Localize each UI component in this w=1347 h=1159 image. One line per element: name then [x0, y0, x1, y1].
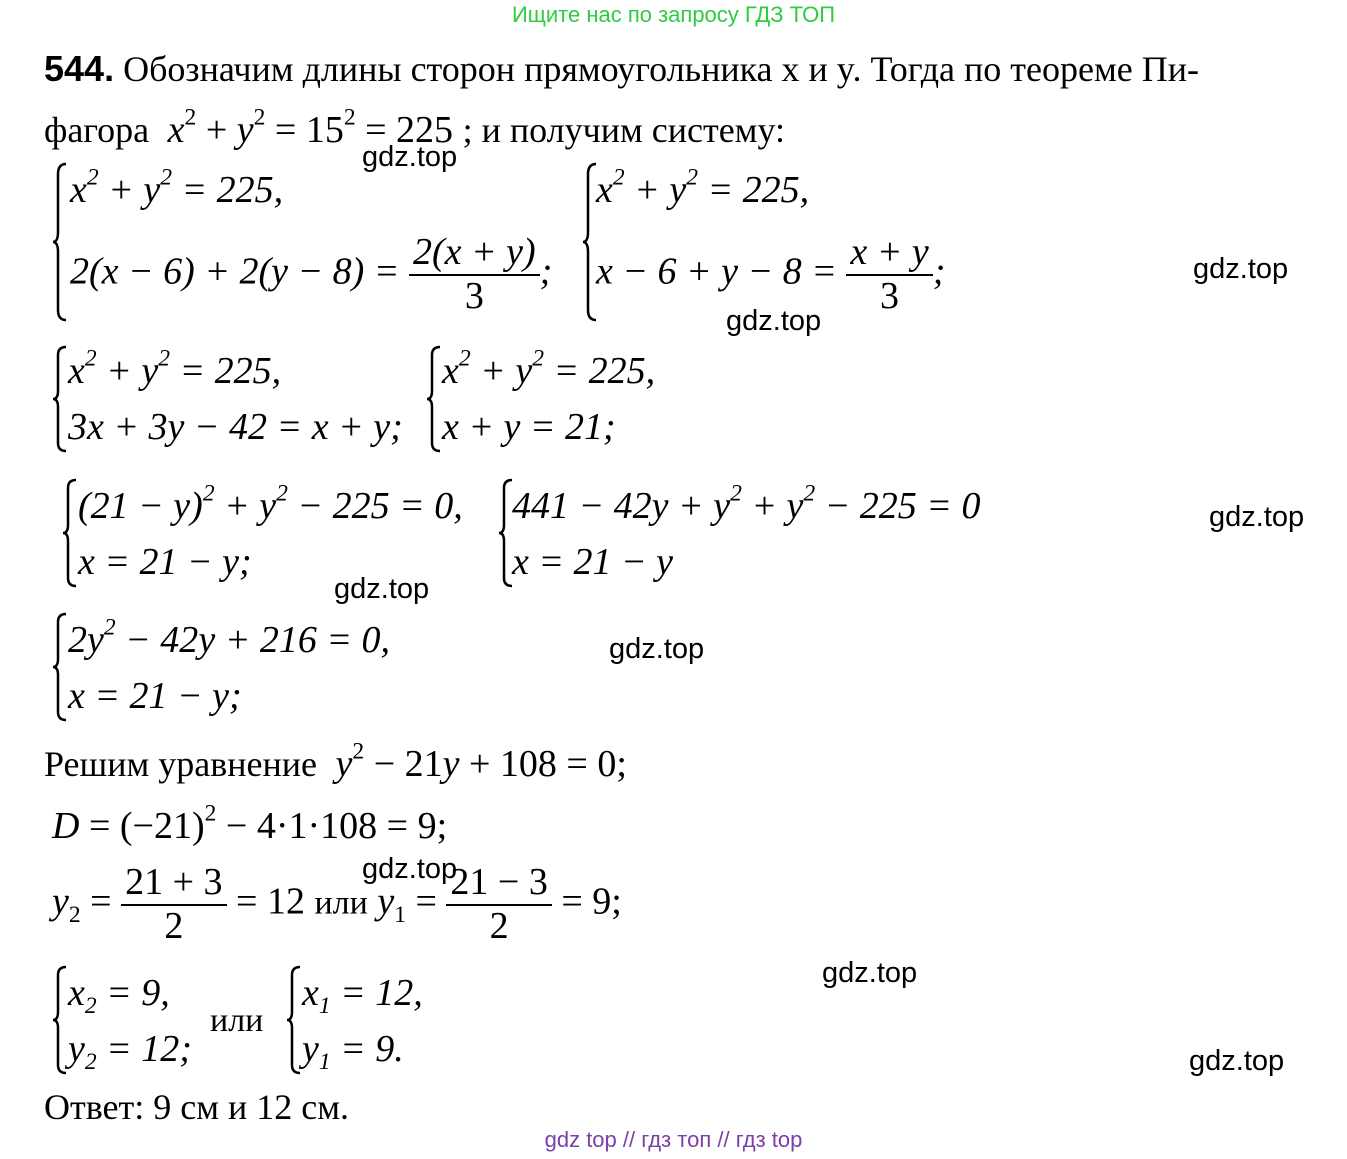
equation: $x^2 + y^2 = 225$,	[442, 345, 656, 392]
or-word: или	[314, 884, 368, 922]
problem-number: 544.	[44, 48, 115, 89]
equation: $(21 - y)^2 + y^2 - 225 = 0$,	[78, 480, 463, 527]
equation: $441 - 42y + y^2 + y^2 - 225 = 0$	[512, 480, 981, 527]
system-final-2	[286, 965, 446, 1075]
quadratic-equation: $y^2 - 21y + 108 = 0$;	[326, 738, 627, 785]
roots-line: $y_2$ = $\frac{21 + 3}{2}$ = 12 или $y_1$ = $\frac{21 - 3}{2}$ = 9;	[52, 861, 622, 947]
system-3b	[498, 478, 998, 588]
solve-label: Решим уравнение	[44, 744, 318, 784]
equation: x − 6 + y − 8 = $\frac{x + y}{3}$ ;	[596, 231, 946, 317]
equation: $2y^2 - 42y + 216 = 0$,	[68, 614, 390, 661]
discriminant: $D = (-21)^2 - 4\cdot 1\cdot 108 = 9$;	[52, 800, 448, 847]
watermark: gdz.top	[1189, 1045, 1285, 1077]
brace-icon	[286, 965, 302, 1075]
intro-prefix: фагора	[44, 110, 150, 150]
equation: $y_2 = 12$;	[68, 1028, 192, 1076]
or-word: или	[210, 1002, 264, 1039]
brace-icon	[52, 965, 68, 1075]
equation: $x^2 + y^2 = 225$,	[70, 164, 284, 211]
equation: $x^2 + y^2 = 225$,	[68, 345, 282, 392]
watermark: gdz.top	[362, 141, 458, 173]
watermark: gdz.top	[726, 305, 822, 337]
brace-icon	[52, 162, 68, 322]
brace-icon	[62, 478, 78, 588]
equation: x = 21 − y;	[78, 541, 252, 583]
equation: x = 21 − y;	[68, 675, 242, 717]
site-footer[interactable]: gdz top // гдз топ // гдз top	[544, 1127, 803, 1152]
equation: $x_1 = 12$,	[302, 972, 423, 1020]
watermark: gdz.top	[1209, 501, 1305, 533]
system-1a	[52, 162, 572, 322]
watermark: gdz.top	[609, 633, 705, 665]
pythagoras-equation: $x^2 + y^2 = 15^2 = 225$	[158, 104, 454, 151]
brace-icon	[426, 345, 442, 453]
system-3a	[62, 478, 482, 588]
answer: Ответ: 9 см и 12 см.	[44, 1087, 350, 1127]
brace-icon	[52, 612, 68, 722]
equation: x + y = 21;	[442, 406, 616, 448]
system-1b	[582, 162, 962, 322]
problem-intro-line1	[44, 48, 1199, 90]
equation: $x^2 + y^2 = 225$,	[596, 164, 810, 211]
system-2b	[426, 345, 686, 453]
system-4	[52, 612, 452, 722]
watermark: gdz.top	[362, 853, 458, 885]
equation: x = 21 − y	[512, 541, 674, 583]
watermark: gdz.top	[822, 957, 918, 989]
site-banner[interactable]: Ищите нас по запросу ГДЗ ТОП	[511, 2, 836, 27]
watermark: gdz.top	[334, 573, 430, 605]
equation: 3x + 3y − 42 = x + y;	[68, 406, 403, 448]
solve-line	[44, 738, 627, 786]
watermark: gdz.top	[1193, 253, 1289, 285]
system-final-1	[52, 965, 212, 1075]
equation: $x_2 = 9$,	[68, 972, 170, 1020]
equation: 2(x − 6) + 2(y − 8) = $\frac{2(x + y)}{3}$ ;	[70, 231, 553, 317]
intro-suffix: ; и получим систему:	[462, 110, 785, 150]
equation: $y_1 = 9$.	[302, 1028, 404, 1076]
system-2a	[52, 345, 412, 453]
brace-icon	[52, 345, 68, 453]
problem-intro-text: Обозначим длины сторон прямоугольника x и y. Тогда по теореме Пи-	[123, 49, 1199, 89]
